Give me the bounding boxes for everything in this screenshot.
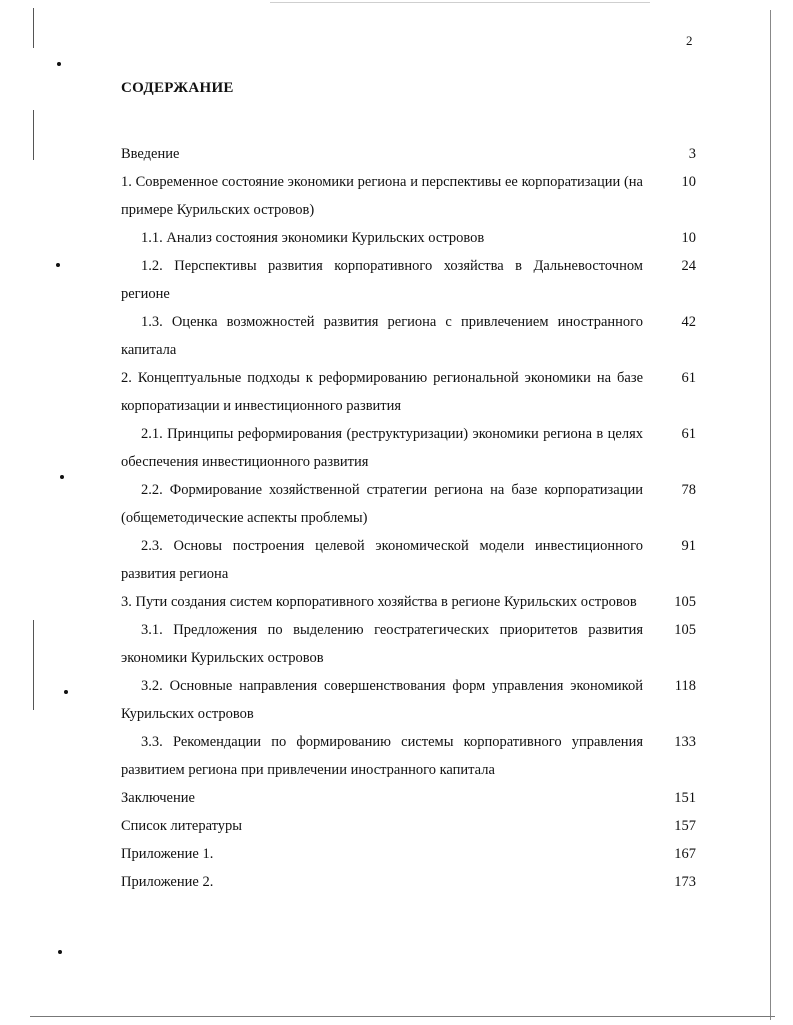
toc-entry (121, 784, 696, 812)
toc-entry-text: 2.2. Формирование хозяйственной стратегии региона на базе корпоратизации (общеметодические аспекты проблемы) (121, 482, 643, 526)
toc-entry-page: 133 (674, 734, 696, 750)
toc-entry-text: 2.3. Основы построения целевой экономической модели инвестиционного развития региона (121, 538, 643, 582)
toc-entry (121, 616, 696, 672)
scan-edge-top (270, 2, 650, 3)
toc-entry-text: 1.3. Оценка возможностей развития региона с привлечением иностранного капитала (121, 314, 643, 358)
table-of-contents (121, 140, 696, 896)
toc-entry-page: 105 (674, 622, 696, 638)
toc-entry-page: 91 (681, 538, 696, 554)
page-number: 2 (686, 33, 693, 48)
toc-entry (121, 532, 696, 588)
toc-entry (121, 308, 696, 364)
toc-entry-page: 24 (681, 258, 696, 274)
punch-mark (60, 475, 64, 479)
scan-edge-left (33, 8, 34, 48)
toc-entry-text: Заключение (121, 790, 195, 806)
scan-edge-bottom (30, 1016, 775, 1017)
toc-entry (121, 728, 696, 784)
toc-entry-page: 157 (674, 818, 696, 834)
toc-entry (121, 420, 696, 476)
punch-mark (64, 690, 68, 694)
toc-entry-text: Приложение 1. (121, 846, 214, 862)
toc-entry-text: 2.1. Принципы реформирования (реструктуризации) экономики региона в целях обеспечения инвестиционного развития (121, 426, 643, 470)
toc-entry-text: 1.1. Анализ состояния экономики Курильских островов (141, 230, 485, 246)
toc-entry-text: 1. Современное состояние экономики региона и перспективы ее корпоратизации (на примере Курильских островов) (121, 174, 643, 218)
scan-edge-left (33, 620, 34, 710)
toc-entry (121, 168, 696, 224)
toc-entry-text: 2. Концептуальные подходы к реформированию региональной экономики на базе корпоратизации и инвестиционного развития (121, 370, 643, 414)
toc-entry-text: 3. Пути создания систем корпоративного хозяйства в регионе Курильских островов (121, 594, 637, 610)
toc-entry-text: 3.1. Предложения по выделению геостратегических приоритетов развития экономики Курильских островов (121, 622, 643, 666)
toc-entry-page: 118 (674, 678, 696, 694)
toc-entry-page: 42 (681, 314, 696, 330)
toc-entry-page: 78 (681, 482, 696, 498)
toc-entry (121, 840, 696, 868)
toc-entry-page: 151 (674, 790, 696, 806)
toc-entry-page: 61 (681, 370, 696, 386)
toc-entry (121, 364, 696, 420)
toc-entry-page: 167 (674, 846, 696, 862)
toc-entry-text: Приложение 2. (121, 874, 214, 890)
toc-entry (121, 868, 696, 896)
toc-entry-text: Список литературы (121, 818, 243, 834)
toc-entry-page: 61 (681, 426, 696, 442)
scan-edge-left (33, 110, 34, 160)
toc-entry (121, 476, 696, 532)
punch-mark (58, 950, 62, 954)
toc-entry (121, 224, 696, 252)
toc-entry (121, 812, 696, 840)
toc-entry-page: 173 (674, 874, 696, 890)
scan-edge-right (770, 10, 771, 1020)
page-title: СОДЕРЖАНИЕ (121, 80, 234, 96)
toc-entry (121, 588, 696, 616)
punch-mark (56, 263, 60, 267)
toc-entry-page: 10 (681, 174, 696, 190)
toc-entry-page: 3 (688, 146, 696, 162)
toc-entry (121, 140, 696, 168)
toc-entry-text: 3.3. Рекомендации по формированию системы корпоративного управления развитием региона при привлечении иностранного капитала (121, 734, 643, 778)
toc-entry-text: 1.2. Перспективы развития корпоративного хозяйства в Дальневосточном регионе (121, 258, 643, 302)
toc-entry-text: Введение (121, 146, 180, 162)
toc-entry-page: 10 (681, 230, 696, 246)
toc-entry (121, 672, 696, 728)
toc-entry-text: 3.2. Основные направления совершенствования форм управления экономикой Курильских островов (121, 678, 643, 722)
toc-entry (121, 252, 696, 308)
punch-mark (57, 62, 61, 66)
toc-entry-page: 105 (674, 594, 696, 610)
